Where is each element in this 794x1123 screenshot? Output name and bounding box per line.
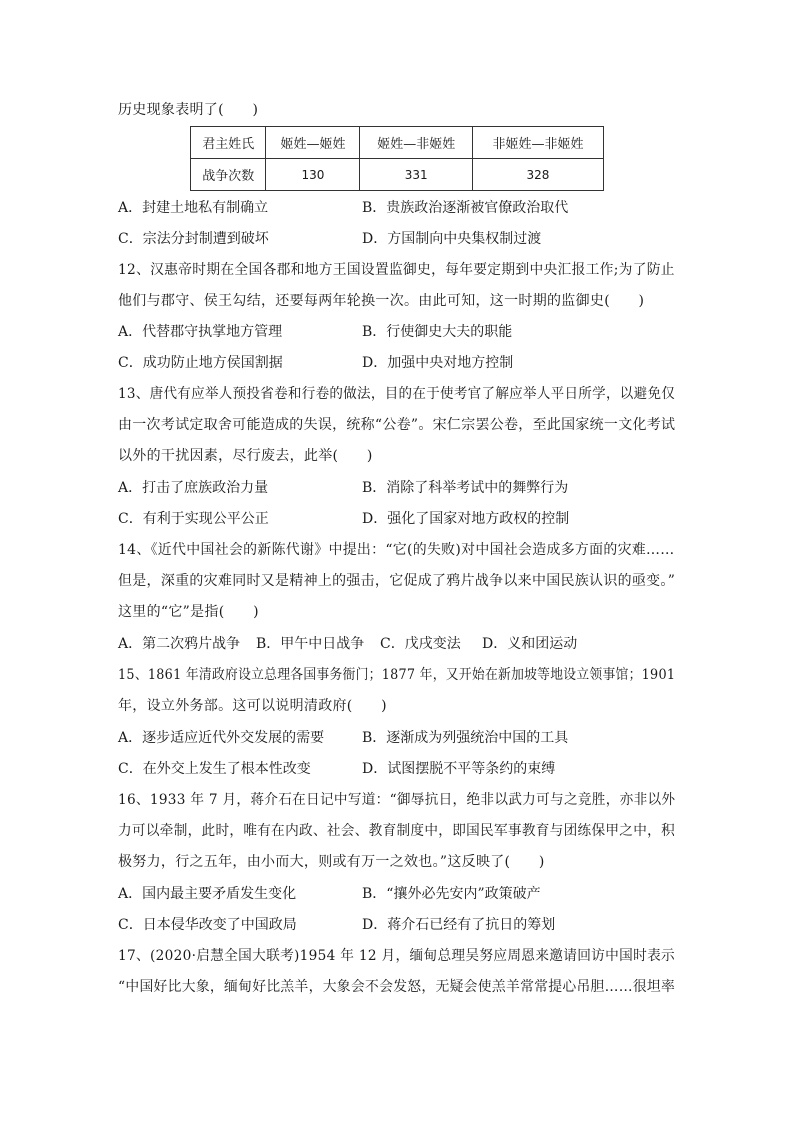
q12-option-d: D．加强中央对地方控制 — [362, 355, 514, 371]
q12-stem-line: 12、汉惠帝时期在全国各郡和地方王国设置监御史，每年要定期到中央汇报工作;为了防止 — [118, 262, 675, 278]
q12-option-c: C．成功防止地方侯国割据 — [118, 355, 283, 371]
q14-option-b: B．甲午中日战争 — [256, 636, 365, 652]
q14-option-c: C．戊戌变法 — [380, 636, 461, 652]
q12-stem-line: 他们与郡守、侯王勾结，还要每两年轮换一次。由此可知，这一时期的监御史( ) — [118, 293, 645, 309]
q16-stem-line: 极努力，行之五年，由小而大，则或有万一之效也。”这反映了( ) — [118, 854, 545, 870]
table-cell: 331 — [360, 159, 473, 191]
q13-option-c: C．有利于实现公平公正 — [118, 511, 269, 527]
q13-stem-line: 13、唐代有应举人预投省卷和行卷的做法，目的在于使考官了解应举人平日所学，以避免仅 — [118, 386, 676, 402]
table-header-row — [191, 127, 604, 159]
q14-stem-line: 这里的“它”是指( ) — [118, 604, 259, 620]
table-header-cell: 君主姓氏 — [191, 127, 266, 159]
q16-option-b: B．“攘外必先安内”政策破产 — [362, 886, 541, 902]
table-row — [191, 159, 604, 191]
q14-stem-line: 但是，深重的灾难同时又是精神上的强击，它促成了鸦片战争以来中国民族认识的亟变。” — [118, 573, 676, 589]
q17-stem-line: “中国好比大象，缅甸好比羔羊，大象会不会发怒，无疑会使羔羊常常提心吊胆……很坦率 — [118, 979, 676, 995]
q17-stem-line: 17、(2020·启慧全国大联考)1954 年 12 月，缅甸总理吴努应周恩来邀请回访中国时表示 — [118, 948, 676, 964]
q15-option-d: D．试图摆脱不平等条约的束缚 — [362, 761, 556, 777]
q11-option-c: C．宗法分封制遭到破坏 — [118, 231, 269, 247]
q11-option-d: D．方国制向中央集权制过渡 — [362, 231, 542, 247]
q14-option-d: D．义和团运动 — [482, 636, 578, 652]
q13-stem-line: 以外的干扰因素，尽行废去，此举( ) — [118, 448, 373, 464]
q15-option-c: C．在外交上发生了根本性改变 — [118, 761, 311, 777]
q16-option-d: D．蒋介石已经有了抗日的筹划 — [362, 917, 556, 933]
q13-option-a: A．打击了庶族政治力量 — [118, 480, 269, 496]
q13-option-b: B．消除了科举考试中的舞弊行为 — [362, 480, 569, 496]
q15-option-b: B．逐渐成为列强统治中国的工具 — [362, 730, 569, 746]
q16-stem-line: 16、1933 年 7 月，蒋介石在日记中写道：“御辱抗日，绝非以武力可与之竞胜，亦非以外 — [118, 792, 676, 808]
q14-stem-line: 14、《近代中国社会的新陈代谢》中提出：“它(的失败)对中国社会造成多方面的灾难…… — [118, 542, 675, 558]
table-header-cell: 姬姓—非姬姓 — [360, 127, 473, 159]
q13-option-d: D．强化了国家对地方政权的控制 — [362, 511, 570, 527]
q15-stem-line: 年，设立外务部。这可以说明清政府( ) — [118, 698, 387, 714]
war-count-table — [190, 126, 604, 191]
q12-option-b: B．行使御史大夫的职能 — [362, 324, 513, 340]
q15-stem-line: 15、1861 年清政府设立总理各国事务衙门；1877 年，又开始在新加坡等地设立领事馆；1901 — [118, 667, 676, 683]
q11-option-b: B．贵族政治逐渐被官僚政治取代 — [362, 200, 569, 216]
table-cell: 130 — [266, 159, 360, 191]
q16-stem-line: 力可以牵制，此时，唯有在内政、社会、教育制度中，即国民军事教育与团练保甲之中，积 — [118, 823, 676, 839]
q13-stem-line: 由一次考试定取舍可能造成的失误，统称“公卷”。宋仁宗罢公卷，至此国家统一文化考试 — [118, 417, 676, 433]
q11-intro: 历史现象表明了( ) — [118, 102, 259, 118]
q14-option-a: A．第二次鸦片战争 — [118, 636, 241, 652]
q11-option-a: A．封建土地私有制确立 — [118, 200, 269, 216]
table-header-cell: 姬姓—姬姓 — [266, 127, 360, 159]
q16-option-a: A．国内最主要矛盾发生变化 — [118, 886, 297, 902]
q15-option-a: A．逐步适应近代外交发展的需要 — [118, 730, 325, 746]
table-row-label: 战争次数 — [191, 159, 266, 191]
table-cell: 328 — [472, 159, 603, 191]
q12-option-a: A．代替郡守执掌地方管理 — [118, 324, 283, 340]
table-header-cell: 非姬姓—非姬姓 — [472, 127, 603, 159]
q16-option-c: C．日本侵华改变了中国政局 — [118, 917, 297, 933]
